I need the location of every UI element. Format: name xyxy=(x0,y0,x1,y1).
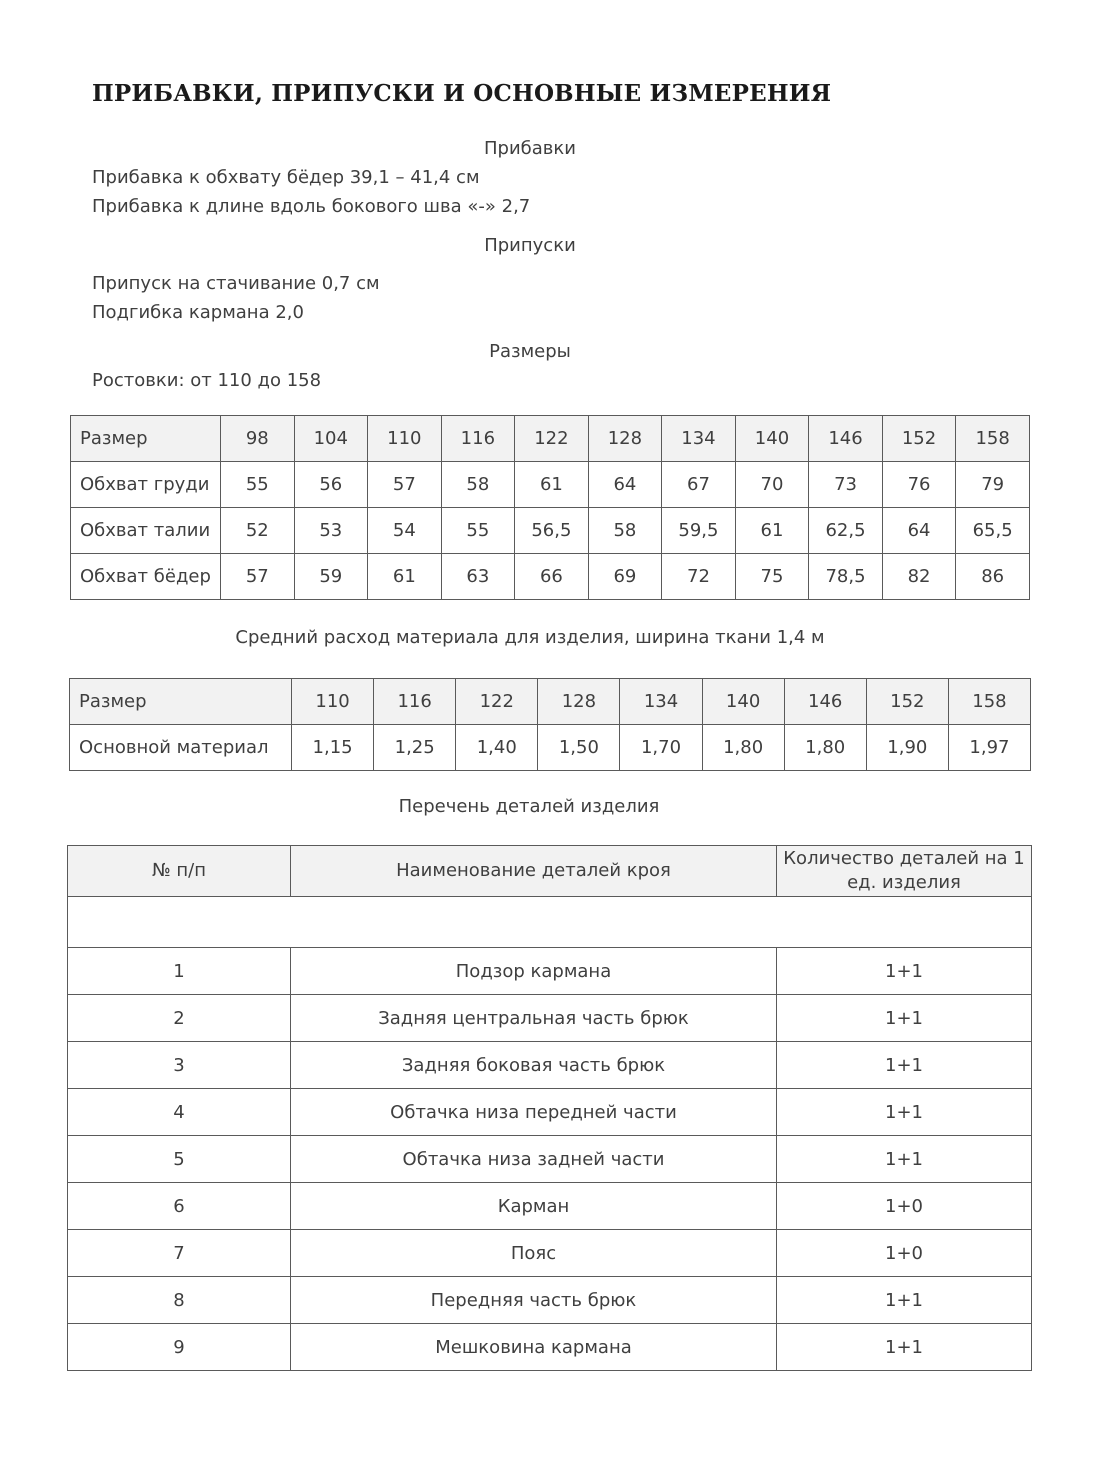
table-cell: 61 xyxy=(515,462,589,508)
table-cell: Карман xyxy=(291,1183,777,1230)
table-cell: 61 xyxy=(735,508,809,554)
seam-line: Припуск на стачивание 0,7 см xyxy=(92,273,380,294)
table-cell: Задняя боковая часть брюк xyxy=(291,1042,777,1089)
table-cell: 3 xyxy=(68,1042,291,1089)
table-row xyxy=(68,1277,1032,1324)
table-row xyxy=(71,508,1030,554)
measurements-header-row xyxy=(71,416,1030,462)
table-cell: 59 xyxy=(294,554,368,600)
table-cell: 152 xyxy=(866,679,948,725)
table-cell: 1+1 xyxy=(777,1324,1032,1371)
table-cell: 110 xyxy=(368,416,442,462)
table-cell: 146 xyxy=(809,416,883,462)
table-cell: 116 xyxy=(441,416,515,462)
table-cell: Мешковина кармана xyxy=(291,1324,777,1371)
table-cell: Передняя часть брюк xyxy=(291,1277,777,1324)
table-cell: Обхват талии xyxy=(71,508,221,554)
table-row xyxy=(68,1089,1032,1136)
table-cell: Обхват груди xyxy=(71,462,221,508)
table-cell: 128 xyxy=(538,679,620,725)
column-header: Наименование деталей кроя xyxy=(291,846,777,897)
table-cell: 1,80 xyxy=(784,725,866,771)
table-row xyxy=(68,1042,1032,1089)
table-cell: 67 xyxy=(662,462,736,508)
table-cell: 1,90 xyxy=(866,725,948,771)
table-cell: 54 xyxy=(368,508,442,554)
table-cell: 116 xyxy=(374,679,456,725)
table-cell: 158 xyxy=(948,679,1030,725)
parts-table xyxy=(67,845,1032,1371)
seam-line: Подгибка кармана 2,0 xyxy=(92,302,304,323)
allowances-heading: Прибавки xyxy=(484,138,576,159)
consumption-header-row xyxy=(70,679,1031,725)
table-cell: 79 xyxy=(956,462,1030,508)
sizes-heading: Размеры xyxy=(489,341,571,362)
parts-header-row xyxy=(68,846,1032,897)
table-cell: 1,80 xyxy=(702,725,784,771)
allowance-line: Прибавка к обхвату бёдер 39,1 – 41,4 см xyxy=(92,167,480,188)
table-cell: Задняя центральная часть брюк xyxy=(291,995,777,1042)
table-cell: 2 xyxy=(68,995,291,1042)
table-cell: 122 xyxy=(515,416,589,462)
table-cell: 8 xyxy=(68,1277,291,1324)
table-cell: Размер xyxy=(71,416,221,462)
table-cell: 1+1 xyxy=(777,1277,1032,1324)
table-cell: 56 xyxy=(294,462,368,508)
table-cell: 1 xyxy=(68,948,291,995)
table-cell: 140 xyxy=(702,679,784,725)
table-row xyxy=(71,462,1030,508)
table-cell: 1,50 xyxy=(538,725,620,771)
table-row xyxy=(68,1324,1032,1371)
table-cell: 1+1 xyxy=(777,995,1032,1042)
table-cell: 1+1 xyxy=(777,948,1032,995)
consumption-heading: Средний расход материала для изделия, ширина ткани 1,4 м xyxy=(235,627,825,648)
table-cell: 1+1 xyxy=(777,1042,1032,1089)
table-cell: 146 xyxy=(784,679,866,725)
table-cell: 158 xyxy=(956,416,1030,462)
table-cell: 78,5 xyxy=(809,554,883,600)
table-cell: 65,5 xyxy=(956,508,1030,554)
table-cell: 52 xyxy=(221,508,295,554)
table-row xyxy=(68,948,1032,995)
table-cell: 98 xyxy=(221,416,295,462)
measurements-table xyxy=(70,415,1030,600)
table-cell: Обтачка низа задней части xyxy=(291,1136,777,1183)
table-cell: 5 xyxy=(68,1136,291,1183)
table-cell: 73 xyxy=(809,462,883,508)
blank-row xyxy=(68,897,1032,948)
column-header: № п/п xyxy=(68,846,291,897)
table-cell: 64 xyxy=(882,508,956,554)
table-cell: 61 xyxy=(368,554,442,600)
table-cell: 66 xyxy=(515,554,589,600)
table-cell: 62,5 xyxy=(809,508,883,554)
table-cell: 110 xyxy=(292,679,374,725)
table-cell: 55 xyxy=(221,462,295,508)
table-cell: 76 xyxy=(882,462,956,508)
parts-heading: Перечень деталей изделия xyxy=(398,796,660,817)
table-cell: 134 xyxy=(662,416,736,462)
table-cell: 1+1 xyxy=(777,1136,1032,1183)
table-row xyxy=(68,1136,1032,1183)
table-row xyxy=(70,725,1031,771)
table-cell: 55 xyxy=(441,508,515,554)
page-title: ПРИБАВКИ, ПРИПУСКИ И ОСНОВНЫЕ ИЗМЕРЕНИЯ xyxy=(92,80,832,107)
table-cell: 57 xyxy=(368,462,442,508)
table-cell: Обтачка низа передней части xyxy=(291,1089,777,1136)
table-row xyxy=(68,995,1032,1042)
table-cell: 82 xyxy=(882,554,956,600)
table-cell: 59,5 xyxy=(662,508,736,554)
table-cell: 58 xyxy=(588,508,662,554)
table-cell: 1,15 xyxy=(292,725,374,771)
heights-line: Ростовки: от 110 до 158 xyxy=(92,370,322,391)
table-cell: 63 xyxy=(441,554,515,600)
table-cell: 134 xyxy=(620,679,702,725)
table-cell: 9 xyxy=(68,1324,291,1371)
table-cell: 72 xyxy=(662,554,736,600)
table-cell: 70 xyxy=(735,462,809,508)
allowance-line: Прибавка к длине вдоль бокового шва «-» 2,7 xyxy=(92,196,531,217)
table-cell: 128 xyxy=(588,416,662,462)
table-row xyxy=(71,554,1030,600)
table-cell: 57 xyxy=(221,554,295,600)
table-cell: 86 xyxy=(956,554,1030,600)
table-cell: 7 xyxy=(68,1230,291,1277)
table-cell: 1,70 xyxy=(620,725,702,771)
table-cell: 1,40 xyxy=(456,725,538,771)
table-cell: 1,25 xyxy=(374,725,456,771)
table-cell: 69 xyxy=(588,554,662,600)
table-cell: 58 xyxy=(441,462,515,508)
table-cell: 1+0 xyxy=(777,1183,1032,1230)
table-cell: 1,97 xyxy=(948,725,1030,771)
table-cell: 152 xyxy=(882,416,956,462)
table-cell: 6 xyxy=(68,1183,291,1230)
table-cell: Подзор кармана xyxy=(291,948,777,995)
table-cell: Размер xyxy=(70,679,292,725)
seams-heading: Припуски xyxy=(484,235,576,256)
table-cell: 56,5 xyxy=(515,508,589,554)
table-cell: 104 xyxy=(294,416,368,462)
table-cell: 64 xyxy=(588,462,662,508)
table-cell: 4 xyxy=(68,1089,291,1136)
table-row xyxy=(68,1183,1032,1230)
table-cell: 122 xyxy=(456,679,538,725)
column-header: Количество деталей на 1 ед. изделия xyxy=(777,846,1032,897)
consumption-table xyxy=(69,678,1031,771)
table-cell: Пояс xyxy=(291,1230,777,1277)
table-cell: 1+0 xyxy=(777,1230,1032,1277)
table-cell: Основной материал xyxy=(70,725,292,771)
blank-cell xyxy=(68,897,1032,948)
table-cell: 53 xyxy=(294,508,368,554)
table-cell: 75 xyxy=(735,554,809,600)
table-cell: 140 xyxy=(735,416,809,462)
table-cell: Обхват бёдер xyxy=(71,554,221,600)
table-cell: 1+1 xyxy=(777,1089,1032,1136)
table-row xyxy=(68,1230,1032,1277)
